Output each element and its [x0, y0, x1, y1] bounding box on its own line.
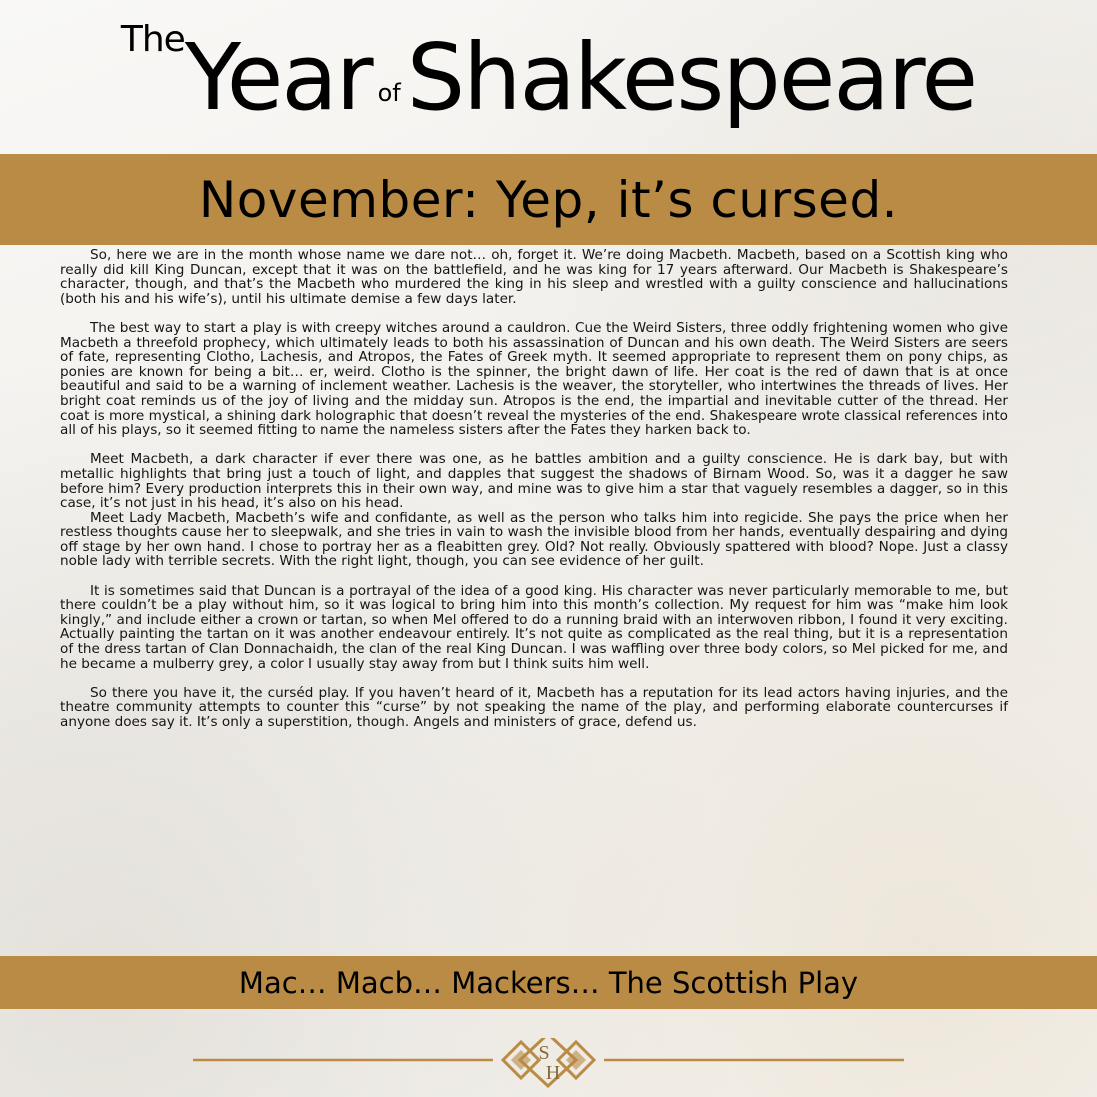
footer-band: [0, 956, 1097, 1009]
paragraph: It is sometimes said that Duncan is a portrayal of the idea of a good king. His character was never particularly memorable to me, but there couldn’t be a play without him, so it was logical to bring him into this month’s collection. My request for him was “make him look kingly,” and include either a crown or tartan, so when Mel offered to do a running braid with an interwoven ribbon, I found it very exciting. Actually painting the tartan on it was another endeavour entirely. It’s not quite as complicated as the real thing, but it is a representation of the dress tartan of Clan Donnachaidh, the clan of the real King Duncan. I was waffling over three body colors, so Mel picked for me, and he became a mulberry grey, a color I usually stay away from but I think suits him well.: [60, 582, 1008, 672]
logo-letter-h: H: [545, 1062, 561, 1084]
article-body: [60, 248, 1008, 730]
title-word-shakespeare: Shakespeare: [406, 24, 977, 131]
paragraph: So, here we are in the month whose name we dare not… oh, forget it. We’re doing Macbeth. Macbeth, based on a Scottish king who really did kill King Duncan, except that it was on the battlefield, and he was king for 17 years afterward. Our Macbeth is Shakespeare’s character, though, and that’s the Macbeth who murdered the king in his sleep and wrestled with a guilty conscience and hallucinations (both his and his wife’s), until his ultimate demise a few days later.: [60, 247, 1008, 307]
footer-tagline: Mac… Macb… Mackers… The Scottish Play: [238, 965, 859, 1000]
sh-monogram-logo: [193, 1038, 904, 1088]
headline: November: Yep, it’s cursed.: [198, 170, 899, 229]
paragraph: So there you have it, the curséd play. If you haven’t heard of it, Macbeth has a reputation for its lead actors having injuries, and the theatre community attempts to counter this “curse” by not speaking the name of the play, and performing elaborate countercurses if anyone does say it. It’s only a superstition, though. Angels and ministers of grace, defend us.: [60, 684, 1008, 730]
page-title: [0, 19, 1097, 140]
paragraph: Meet Lady Macbeth, Macbeth’s wife and confidante, as well as the person who talks him into regicide. She pays the price when her restless thoughts cause her to sleepwalk, and she tries in vain to wash the invisible blood from her hands, eventually despairing and dying off stage by her own hand. I chose to portray her as a fleabitten grey. Old? Not really. Obviously spattered with blood? Nope. Just a classy noble lady with terrible secrets. With the right light, though, you can see evidence of her guilt.: [60, 509, 1008, 570]
paragraph: Meet Macbeth, a dark character if ever there was one, as he battles ambition and a guilty conscience. He is dark bay, but with metallic highlights that bring just a touch of light, and dapples that suggest the shadows of Birnam Wood. So, was it a dagger he saw before him? Every production interprets this in their own way, and mine was to give him a star that vaguely resembles a dagger, so in this case, it’s not just in his head, it’s also on his head.: [60, 451, 1008, 512]
logo-letter-s: S: [538, 1042, 550, 1064]
title-word-of: of: [377, 79, 401, 107]
paragraph: The best way to start a play is with creepy witches around a cauldron. Cue the Weird Sisters, three oddly frightening women who give Macbeth a threefold prophecy, which ultimately leads to both his assassination of Duncan and his own death. The Weird Sisters are seers of fate, representing Clotho, Lachesis, and Atropos, the Fates of Greek myth. It seemed appropriate to represent them on pony chips, as ponies are known for being a bit… er, weird. Clotho is the spinner, the bright dawn of life. Her coat is the red of dawn that is at once beautiful and said to be a warning of inclement weather. Lachesis is the weaver, the storyteller, who intertwines the threads of lives. Her bright coat reminds us of the joy of living and the midday sun. Atropos is the end, the impartial and inevitable cutter of the thread. Her coat is more mystical, a shining dark holographic that doesn’t reveal the mysteries of the end. Shakespeare wrote classical references into all of his plays, so it seemed fitting to name the nameless sisters after the Fates they harken back to.: [60, 319, 1008, 439]
headline-band: [0, 154, 1097, 245]
title-word-the: The: [120, 19, 185, 60]
title-word-year: Year: [184, 24, 372, 131]
